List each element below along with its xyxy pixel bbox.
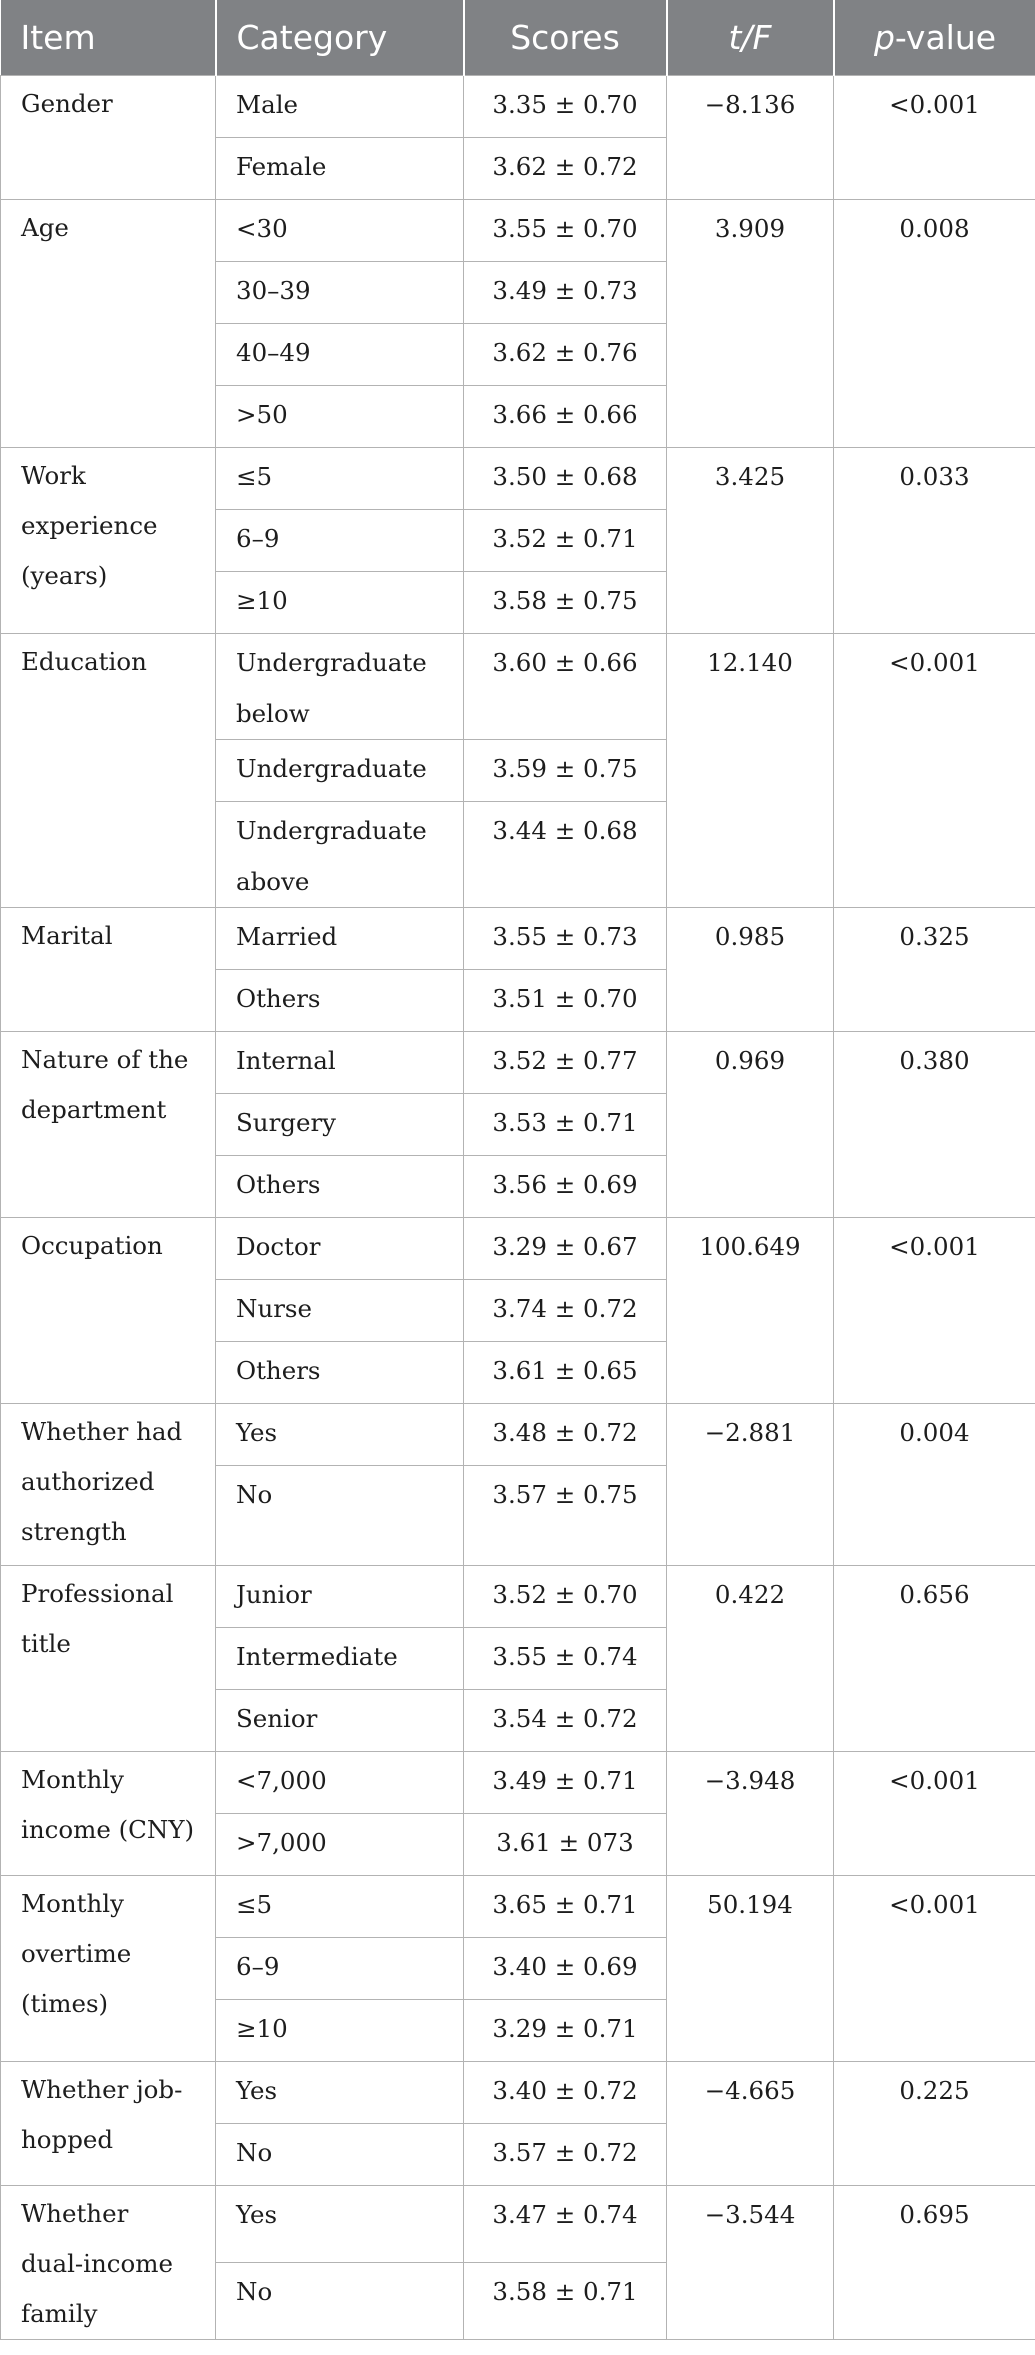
score-cell xyxy=(464,2062,667,2124)
tf-cell xyxy=(667,1404,834,1566)
p-value-cell xyxy=(834,1752,1035,1876)
p-value-cell xyxy=(834,1566,1035,1752)
p-value: 0.004 xyxy=(899,1418,970,1447)
score-cell xyxy=(464,1280,667,1342)
score-value: 3.61 ± 0.65 xyxy=(492,1356,638,1385)
tf-cell xyxy=(667,448,834,634)
category-cell xyxy=(216,2124,464,2186)
score-value: 3.56 ± 0.69 xyxy=(492,1170,638,1199)
score-cell xyxy=(464,802,667,908)
category-label: Undergraduate above xyxy=(236,816,427,896)
category-cell xyxy=(216,1218,464,1280)
category-cell xyxy=(216,1342,464,1404)
item-label: Education xyxy=(21,647,147,676)
category-cell xyxy=(216,970,464,1032)
score-cell xyxy=(464,1218,667,1280)
category-label: ≤5 xyxy=(236,1890,273,1919)
tf-cell xyxy=(667,76,834,200)
score-cell xyxy=(464,138,667,200)
item-cell xyxy=(1,908,216,1032)
tf-cell xyxy=(667,2062,834,2186)
tf-value: −4.665 xyxy=(704,2076,796,2105)
category-cell xyxy=(216,1156,464,1218)
category-cell xyxy=(216,1690,464,1752)
table-row xyxy=(1,1876,1035,1938)
item-cell xyxy=(1,1876,216,2062)
score-cell xyxy=(464,740,667,802)
tf-cell xyxy=(667,1876,834,2062)
category-label: <30 xyxy=(236,214,288,243)
category-cell xyxy=(216,1280,464,1342)
category-label: Others xyxy=(236,1170,321,1199)
category-cell xyxy=(216,386,464,448)
p-value: 0.325 xyxy=(899,922,970,951)
score-cell xyxy=(464,1690,667,1752)
table-row xyxy=(1,1752,1035,1814)
table-row xyxy=(1,908,1035,970)
table-row xyxy=(1,634,1035,740)
tf-value: 0.985 xyxy=(714,922,786,951)
category-cell xyxy=(216,740,464,802)
tf-value: 0.422 xyxy=(714,1580,786,1609)
p-value-cell xyxy=(834,1404,1035,1566)
score-value: 3.50 ± 0.68 xyxy=(492,462,638,491)
item-cell xyxy=(1,1566,216,1752)
score-value: 3.29 ± 0.71 xyxy=(492,2014,638,2043)
score-value: 3.52 ± 0.77 xyxy=(492,1046,638,1075)
item-cell xyxy=(1,1404,216,1566)
score-cell xyxy=(464,324,667,386)
score-cell xyxy=(464,908,667,970)
score-cell xyxy=(464,1876,667,1938)
p-value-cell xyxy=(834,1032,1035,1218)
category-cell xyxy=(216,1404,464,1466)
tf-value: 100.649 xyxy=(699,1232,801,1261)
score-value: 3.58 ± 0.71 xyxy=(492,2277,638,2306)
category-cell xyxy=(216,262,464,324)
tf-cell xyxy=(667,1752,834,1876)
item-cell xyxy=(1,76,216,200)
category-cell xyxy=(216,1814,464,1876)
category-cell xyxy=(216,2062,464,2124)
score-value: 3.62 ± 0.72 xyxy=(492,152,638,181)
table-row xyxy=(1,1218,1035,1280)
tf-value: −8.136 xyxy=(704,90,796,119)
score-cell xyxy=(464,970,667,1032)
category-cell xyxy=(216,138,464,200)
item-label: Whether dual-income family xyxy=(21,2199,174,2328)
score-value: 3.66 ± 0.66 xyxy=(492,400,638,429)
score-value: 3.57 ± 0.72 xyxy=(492,2138,638,2167)
score-value: 3.52 ± 0.71 xyxy=(492,524,638,553)
score-cell xyxy=(464,2124,667,2186)
score-value: 3.40 ± 0.72 xyxy=(492,2076,638,2105)
p-value-cell xyxy=(834,2062,1035,2186)
tf-cell xyxy=(667,1566,834,1752)
score-cell xyxy=(464,1628,667,1690)
item-label: Age xyxy=(21,213,69,242)
category-cell xyxy=(216,1032,464,1094)
header-category: Category xyxy=(216,0,464,76)
table-row xyxy=(1,200,1035,262)
item-label: Work experience (years) xyxy=(21,461,158,590)
category-label: 6–9 xyxy=(236,524,280,553)
category-cell xyxy=(216,634,464,740)
category-label: >50 xyxy=(236,400,288,429)
score-cell xyxy=(464,634,667,740)
tf-cell xyxy=(667,200,834,448)
item-label: Whether job-hopped xyxy=(21,2075,183,2154)
category-label: No xyxy=(236,2138,273,2167)
header-tf: t/F xyxy=(667,0,834,76)
category-cell xyxy=(216,802,464,908)
p-value: <0.001 xyxy=(889,1890,980,1919)
tf-cell xyxy=(667,634,834,908)
category-cell xyxy=(216,2000,464,2062)
category-label: Nurse xyxy=(236,1294,313,1323)
p-value-cell xyxy=(834,76,1035,200)
score-value: 3.55 ± 0.70 xyxy=(492,214,638,243)
category-label: 30–39 xyxy=(236,276,311,305)
score-value: 3.48 ± 0.72 xyxy=(492,1418,638,1447)
category-cell xyxy=(216,1938,464,2000)
score-cell xyxy=(464,386,667,448)
category-cell xyxy=(216,1566,464,1628)
table-row xyxy=(1,2186,1035,2263)
table-row xyxy=(1,448,1035,510)
category-cell xyxy=(216,2263,464,2340)
category-label: Others xyxy=(236,1356,321,1385)
item-label: Gender xyxy=(21,89,113,118)
tf-value: −3.544 xyxy=(704,2200,796,2229)
p-value-cell xyxy=(834,448,1035,634)
category-label: <7,000 xyxy=(236,1766,327,1795)
item-label: Marital xyxy=(21,921,113,950)
score-value: 3.35 ± 0.70 xyxy=(492,90,638,119)
header-scores: Scores xyxy=(464,0,667,76)
item-cell xyxy=(1,1218,216,1404)
category-cell xyxy=(216,76,464,138)
category-label: Married xyxy=(236,922,338,951)
category-label: No xyxy=(236,2277,273,2306)
category-cell xyxy=(216,2186,464,2263)
score-value: 3.49 ± 0.73 xyxy=(492,276,638,305)
category-cell xyxy=(216,1752,464,1814)
tf-value: −3.948 xyxy=(704,1766,796,1795)
item-cell xyxy=(1,1752,216,1876)
score-value: 3.49 ± 0.71 xyxy=(492,1766,638,1795)
score-cell xyxy=(464,572,667,634)
score-value: 3.55 ± 0.73 xyxy=(492,922,638,951)
category-label: Surgery xyxy=(236,1108,337,1137)
tf-cell xyxy=(667,2186,834,2340)
score-cell xyxy=(464,1566,667,1628)
item-cell xyxy=(1,200,216,448)
category-cell xyxy=(216,1876,464,1938)
score-cell xyxy=(464,262,667,324)
item-label: Professional title xyxy=(21,1579,174,1658)
tf-value: 0.969 xyxy=(714,1046,786,1075)
category-label: No xyxy=(236,1480,273,1509)
score-cell xyxy=(464,448,667,510)
score-value: 3.74 ± 0.72 xyxy=(492,1294,638,1323)
item-cell xyxy=(1,448,216,634)
item-label: Nature of the department xyxy=(21,1045,189,1124)
category-cell xyxy=(216,448,464,510)
score-value: 3.57 ± 0.75 xyxy=(492,1480,638,1509)
p-value-cell xyxy=(834,634,1035,908)
item-cell xyxy=(1,1032,216,1218)
category-label: Internal xyxy=(236,1046,336,1075)
p-value: <0.001 xyxy=(889,90,980,119)
category-label: Junior xyxy=(236,1580,312,1609)
score-value: 3.65 ± 0.71 xyxy=(492,1890,638,1919)
score-cell xyxy=(464,1156,667,1218)
category-label: ≥10 xyxy=(236,586,288,615)
score-cell xyxy=(464,1342,667,1404)
score-cell xyxy=(464,510,667,572)
score-value: 3.40 ± 0.69 xyxy=(492,1952,638,1981)
p-value: 0.695 xyxy=(899,2200,970,2229)
category-cell xyxy=(216,1466,464,1566)
category-label: Others xyxy=(236,984,321,1013)
score-value: 3.60 ± 0.66 xyxy=(492,648,638,677)
score-cell xyxy=(464,76,667,138)
score-cell xyxy=(464,2263,667,2340)
score-cell xyxy=(464,1404,667,1466)
tf-value: 3.425 xyxy=(714,462,786,491)
score-value: 3.51 ± 0.70 xyxy=(492,984,638,1013)
category-label: ≥10 xyxy=(236,2014,288,2043)
score-value: 3.29 ± 0.67 xyxy=(492,1232,638,1261)
score-value: 3.59 ± 0.75 xyxy=(492,754,638,783)
category-label: Female xyxy=(236,152,327,181)
table-row xyxy=(1,1032,1035,1094)
category-label: Male xyxy=(236,90,299,119)
score-value: 3.47 ± 0.74 xyxy=(492,2200,638,2229)
p-value: 0.380 xyxy=(899,1046,970,1075)
score-value: 3.44 ± 0.68 xyxy=(492,816,638,845)
category-label: Intermediate xyxy=(236,1642,398,1671)
score-value: 3.54 ± 0.72 xyxy=(492,1704,638,1733)
category-label: Undergraduate xyxy=(236,754,427,783)
table-row xyxy=(1,1566,1035,1628)
header-item: Item xyxy=(1,0,216,76)
score-cell xyxy=(464,1938,667,2000)
category-cell xyxy=(216,510,464,572)
score-value: 3.58 ± 0.75 xyxy=(492,586,638,615)
item-label: Monthly overtime (times) xyxy=(21,1889,132,2018)
tf-cell xyxy=(667,1032,834,1218)
header-p-value xyxy=(834,0,1035,76)
category-label: ≤5 xyxy=(236,462,273,491)
item-cell xyxy=(1,2186,216,2340)
category-cell xyxy=(216,1094,464,1156)
tf-cell xyxy=(667,908,834,1032)
category-label: 40–49 xyxy=(236,338,311,367)
score-cell xyxy=(464,2186,667,2263)
header-p-suffix: -value xyxy=(894,18,997,57)
score-cell xyxy=(464,1094,667,1156)
score-cell xyxy=(464,1814,667,1876)
p-value: <0.001 xyxy=(889,1766,980,1795)
table-row xyxy=(1,76,1035,138)
item-label: Whether had authorized strength xyxy=(21,1417,183,1546)
score-cell xyxy=(464,1032,667,1094)
p-value: <0.001 xyxy=(889,648,980,677)
tf-cell xyxy=(667,1218,834,1404)
tf-value: 12.140 xyxy=(707,648,793,677)
table-row xyxy=(1,2062,1035,2124)
p-value: <0.001 xyxy=(889,1232,980,1261)
p-value: 0.008 xyxy=(899,214,970,243)
p-value: 0.656 xyxy=(899,1580,970,1609)
score-value: 3.53 ± 0.71 xyxy=(492,1108,638,1137)
category-cell xyxy=(216,908,464,970)
score-cell xyxy=(464,2000,667,2062)
header-p-italic: p xyxy=(873,18,895,57)
score-value: 3.61 ± 073 xyxy=(496,1828,634,1857)
category-label: Yes xyxy=(236,1418,278,1447)
category-cell xyxy=(216,1628,464,1690)
p-value: 0.225 xyxy=(899,2076,970,2105)
p-value-cell xyxy=(834,1218,1035,1404)
category-label: 6–9 xyxy=(236,1952,280,1981)
score-cell xyxy=(464,1752,667,1814)
tf-value: −2.881 xyxy=(704,1418,796,1447)
item-label: Monthly income (CNY) xyxy=(21,1765,195,1844)
score-value: 3.55 ± 0.74 xyxy=(492,1642,638,1671)
p-value-cell xyxy=(834,908,1035,1032)
category-label: Undergraduate below xyxy=(236,648,427,728)
category-label: >7,000 xyxy=(236,1828,327,1857)
category-cell xyxy=(216,324,464,386)
tf-value: 50.194 xyxy=(707,1890,793,1919)
p-value-cell xyxy=(834,200,1035,448)
category-label: Yes xyxy=(236,2200,278,2229)
score-value: 3.52 ± 0.70 xyxy=(492,1580,638,1609)
score-cell xyxy=(464,200,667,262)
category-label: Senior xyxy=(236,1704,318,1733)
item-cell xyxy=(1,634,216,908)
score-value: 3.62 ± 0.76 xyxy=(492,338,638,367)
score-cell xyxy=(464,1466,667,1566)
p-value-cell xyxy=(834,2186,1035,2340)
category-cell xyxy=(216,572,464,634)
p-value-cell xyxy=(834,1876,1035,2062)
category-label: Yes xyxy=(236,2076,278,2105)
tf-value: 3.909 xyxy=(714,214,786,243)
category-label: Doctor xyxy=(236,1232,321,1261)
header-row xyxy=(1,0,1035,76)
p-value: 0.033 xyxy=(899,462,970,491)
item-cell xyxy=(1,2062,216,2186)
table-row xyxy=(1,1404,1035,1466)
item-label: Occupation xyxy=(21,1231,163,1260)
category-cell xyxy=(216,200,464,262)
